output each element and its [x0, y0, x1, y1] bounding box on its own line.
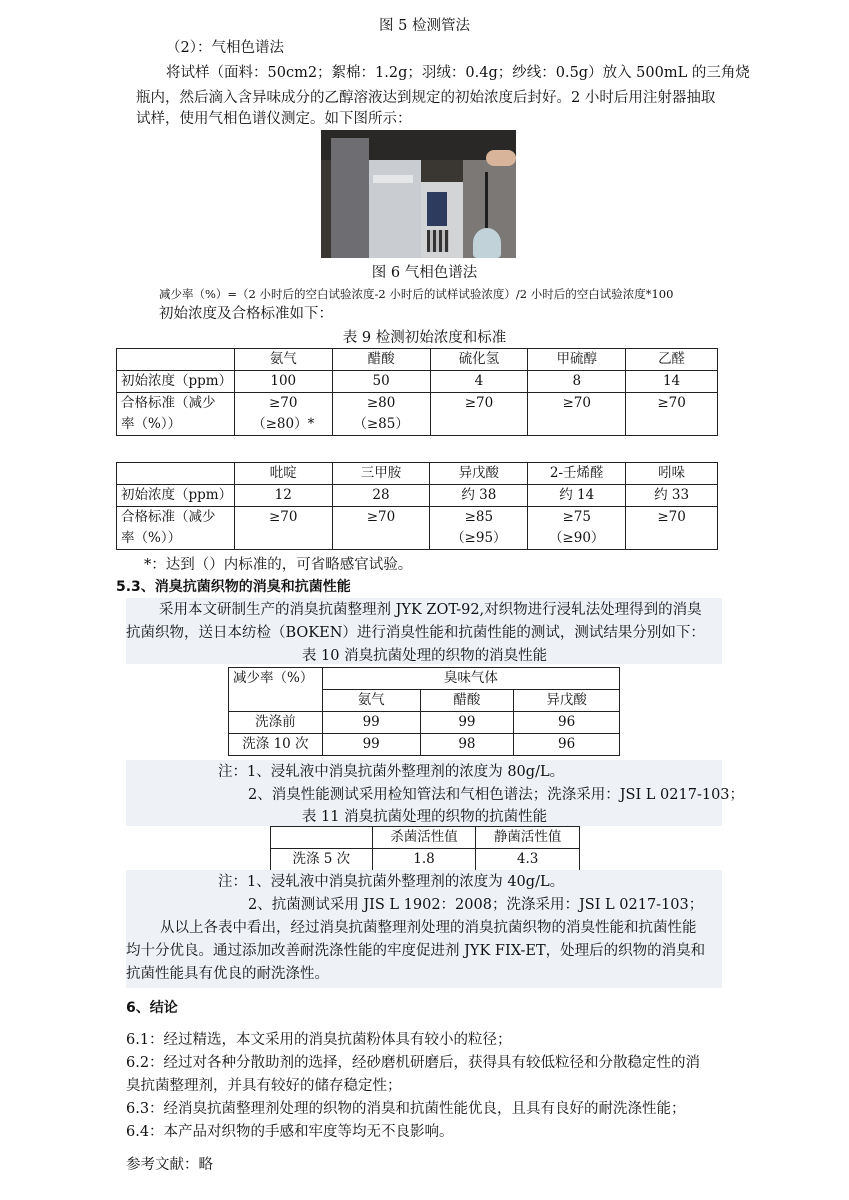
- conclusion-item: 6.1：经过精选，本文采用的消臭抗菌粉体具有较小的粒径；: [126, 1032, 512, 1048]
- table-9-part-2: [116, 462, 718, 550]
- table-cell: 28: [332, 485, 430, 507]
- table-row: [117, 371, 718, 393]
- section-2-heading: （2）：气相色谱法: [166, 40, 284, 56]
- table-cell: 约 33: [626, 485, 718, 507]
- cell-line: ≥70: [657, 395, 686, 411]
- table-header-row: [117, 463, 718, 485]
- table-row: [271, 849, 580, 871]
- table-cell: 98: [420, 734, 514, 756]
- table-cell: 50: [332, 371, 430, 393]
- section-6-heading: 6、结论: [126, 1000, 178, 1016]
- table-header-row: [117, 349, 718, 371]
- table-cell: 4: [430, 371, 528, 393]
- cell-line: （≥85）: [353, 416, 409, 432]
- table-cell: [234, 393, 332, 436]
- cell-line: 率（%））: [121, 416, 182, 432]
- table-header-cell: 杀菌活性值: [372, 827, 476, 849]
- cell-line: ≥70: [366, 509, 396, 525]
- table-cell: 96: [514, 712, 620, 734]
- table-cell: 初始浓度（ppm）: [117, 371, 235, 393]
- table-header-cell: 三甲胺: [332, 463, 430, 485]
- table-header-cell: 醋酸: [420, 690, 514, 712]
- table-cell: [117, 463, 235, 485]
- section-2-paragraph-line: 瓶内，然后滴入含异味成分的乙醇溶液达到规定的初始浓度后封好。2 小时后用注射器抽取: [136, 90, 716, 106]
- table-header-cell: 乙醛: [626, 349, 718, 371]
- references-line: 参考文献：略: [126, 1157, 213, 1173]
- table-cell: 约 38: [430, 485, 528, 507]
- table-11: [270, 826, 580, 871]
- table-cell: [626, 393, 718, 436]
- table-10-caption: 表 10 消臭抗菌处理的织物的消臭性能: [301, 648, 548, 664]
- table-cell: 99: [420, 712, 514, 734]
- table-cell: [332, 393, 430, 436]
- table-10-note: 注：1、浸轧液中消臭抗菌外整理剂的浓度为 80g/L。: [218, 764, 565, 780]
- table-header-row: [271, 827, 580, 849]
- table-cell: [234, 507, 332, 550]
- table-cell: 洗涤 10 次: [229, 734, 323, 756]
- cell-line: 合格标准（减少: [121, 395, 216, 411]
- table-header-cell: 吡啶: [234, 463, 332, 485]
- table-header-cell: 硫化氢: [430, 349, 528, 371]
- gas-chromatograph-photo: [321, 130, 516, 258]
- table-cell: [117, 507, 235, 550]
- table-row: [229, 712, 620, 734]
- table-11-note: 注：1、浸轧液中消臭抗菌外整理剂的浓度为 40g/L。: [218, 874, 565, 890]
- intro-line: 初始浓度及合格标准如下：: [159, 306, 333, 322]
- conclusion-item: 臭抗菌整理剂，并具有较好的储存稳定性；: [126, 1078, 402, 1094]
- table-9-part-1: [116, 348, 718, 436]
- conclusion-item: 6.2：经过对各种分散助剂的选择，经砂磨机研磨后，获得具有较低粒径和分散稳定性的消: [126, 1055, 701, 1071]
- conclusion-item: 6.3：经消臭抗菌整理剂处理的织物的消臭和抗菌性能优良，且具有良好的耐洗涤性能；: [126, 1101, 686, 1117]
- table-header-cell: 2-壬烯醛: [528, 463, 626, 485]
- table-cell: 1.8: [372, 849, 476, 871]
- cell-line: （≥90）: [548, 530, 605, 546]
- table-10-note: 2、消臭性能测试采用检知管法和气相色谱法；洗涤采用：JSI L 0217-103；: [248, 787, 745, 803]
- summary-line: 从以上各表中看出，经过消臭抗菌整理剂处理的消臭抗菌织物的消臭性能和抗菌性能: [160, 920, 697, 936]
- section-5-3-paragraph-line: 采用本文研制生产的消臭抗菌整理剂 JYK ZOT-92,对织物进行浸轧法处理得到的消臭: [159, 602, 702, 618]
- table-cell: 99: [322, 712, 420, 734]
- table-row: [117, 485, 718, 507]
- cell-line: ≥70: [464, 395, 494, 411]
- table-header-cell: 氨气: [322, 690, 420, 712]
- summary-line: 均十分优良。通过添加改善耐洗涤性能的牢度促进剂 JYK FIX-ET，处理后的织物的消臭和: [126, 943, 706, 959]
- table-cell: [430, 393, 528, 436]
- table-cell: [117, 349, 235, 371]
- table-cell: 洗涤 5 次: [271, 849, 373, 871]
- table-11-caption: 表 11 消臭抗菌处理的织物的抗菌性能: [301, 809, 548, 825]
- table-cell: [430, 507, 528, 550]
- summary-line: 抗菌性能具有优良的耐洗涤性。: [126, 966, 329, 982]
- table-cell: [528, 507, 626, 550]
- table-10: [228, 667, 620, 756]
- cell-line: ≥85: [464, 509, 494, 525]
- section-2-paragraph-line: 试样，使用气相色谱仪测定。如下图所示：: [136, 111, 412, 127]
- cell-line: ≥70: [268, 509, 298, 525]
- table-row: [117, 393, 718, 436]
- table-cell: 洗涤前: [229, 712, 323, 734]
- table-cell: 初始浓度（ppm）: [117, 485, 235, 507]
- table-11-note: 2、抗菌测试采用 JIS L 1902：2008；洗涤采用：JSI L 0217-103；: [248, 897, 704, 913]
- section-5-3-heading: 5.3、消臭抗菌织物的消臭和抗菌性能: [116, 579, 351, 595]
- table-header-cell: 臭味气体: [322, 668, 619, 690]
- table-header-cell: 氨气: [234, 349, 332, 371]
- table-header-cell: 异戊酸: [514, 690, 620, 712]
- table-9-caption: 表 9 检测初始浓度和标准: [342, 330, 507, 346]
- cell-line: （≥80）*: [252, 416, 315, 432]
- table-cell: 约 14: [528, 485, 626, 507]
- table-header-cell: 醋酸: [332, 349, 430, 371]
- table-cell: [626, 507, 718, 550]
- table-row: [229, 734, 620, 756]
- table-cell: [528, 393, 626, 436]
- table-cell: 减少率（%）: [229, 668, 323, 712]
- figure-5-caption: 图 5 检测管法: [379, 18, 470, 34]
- table-cell: 12: [234, 485, 332, 507]
- table-cell: 96: [514, 734, 620, 756]
- table-cell: [332, 507, 430, 550]
- table-cell: 4.3: [476, 849, 580, 871]
- section-5-3-paragraph-line: 抗菌织物，送日本纺检（BOKEN）进行消臭性能和抗菌性能的测试，测试结果分别如下：: [126, 625, 705, 641]
- cell-line: ≥80: [366, 395, 396, 411]
- cell-line: ≥70: [657, 509, 686, 525]
- table-row: [117, 507, 718, 550]
- table-cell: [271, 827, 373, 849]
- conclusion-item: 6.4：本产品对织物的手感和牢度等均无不良影响。: [126, 1124, 454, 1140]
- table-cell: 99: [322, 734, 420, 756]
- table-cell: 14: [626, 371, 718, 393]
- cell-line: ≥75: [562, 509, 591, 525]
- table-cell: 100: [234, 371, 332, 393]
- cell-line: ≥70: [562, 395, 591, 411]
- cell-line: 率（%））: [121, 530, 182, 546]
- section-2-paragraph-line: 将试样（面料：50cm2；絮棉：1.2g；羽绒：0.4g；纱线：0.5g）放入 500mL 的三角烧: [166, 65, 750, 81]
- table-header-row: [229, 668, 620, 690]
- table-header-cell: 异戊酸: [430, 463, 528, 485]
- cell-line: （≥95）: [451, 530, 507, 546]
- table-header-cell: 静菌活性值: [476, 827, 580, 849]
- table-cell: 8: [528, 371, 626, 393]
- formula-text: 减少率（%）=（2 小时后的空白试验浓度-2 小时后的试样试验浓度）/2 小时后的空白试验浓度*100: [159, 287, 674, 301]
- cell-line: 合格标准（减少: [121, 509, 216, 525]
- table-header-cell: 吲哚: [626, 463, 718, 485]
- cell-line: ≥70: [269, 395, 298, 411]
- table-cell: [117, 393, 235, 436]
- table-header-cell: 甲硫醇: [528, 349, 626, 371]
- table-9-footnote: *：达到（）内标准的，可省略感官试验。: [144, 557, 413, 573]
- figure-6-caption: 图 6 气相色谱法: [371, 265, 478, 281]
